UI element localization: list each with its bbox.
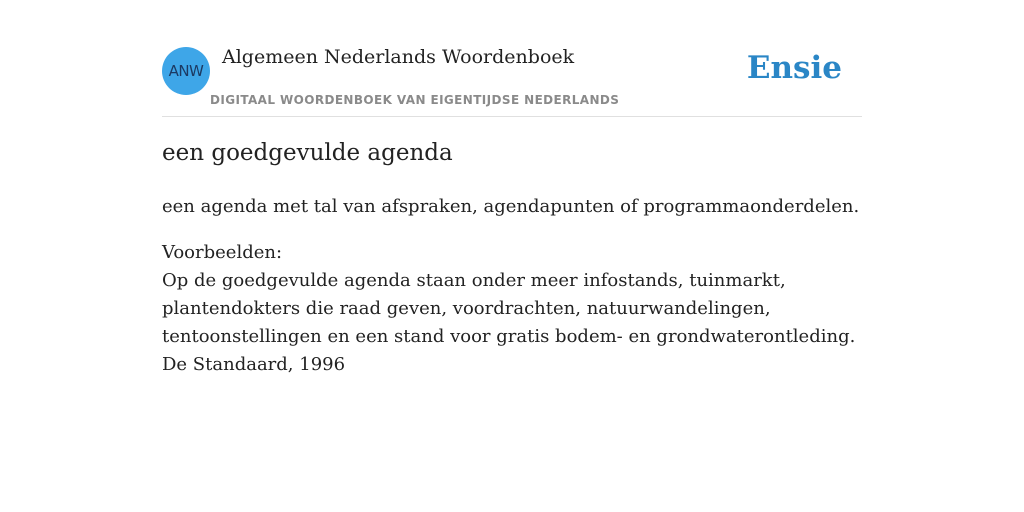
header — [162, 0, 862, 117]
example-line: plantendokters die raad geven, voordrachten, natuurwandelingen, — [162, 298, 771, 319]
example-line: tentoonstellingen en een stand voor gratis bodem- en grondwaterontleding. — [162, 326, 856, 347]
site-subtitle: DIGITAAL WOORDENBOEK VAN EIGENTIJDSE NEDERLANDS — [210, 93, 620, 107]
examples-block — [162, 239, 856, 379]
entry-definition: een agenda met tal van afspraken, agendapunten of programmaonderdelen. — [162, 196, 860, 217]
site-title[interactable]: Algemeen Nederlands Woordenboek — [222, 46, 575, 68]
logo-text: ANW — [168, 62, 204, 80]
example-line: Op de goedgevulde agenda staan onder meer infostands, tuinmarkt, — [162, 270, 786, 291]
page — [162, 0, 862, 375]
examples-label: Voorbeelden: — [162, 242, 283, 263]
anw-logo[interactable] — [162, 47, 210, 95]
entry-term: een goedgevulde agenda — [162, 140, 453, 166]
ensie-brand-link[interactable]: Ensie — [746, 50, 842, 86]
example-source: De Standaard, 1996 — [162, 354, 346, 375]
